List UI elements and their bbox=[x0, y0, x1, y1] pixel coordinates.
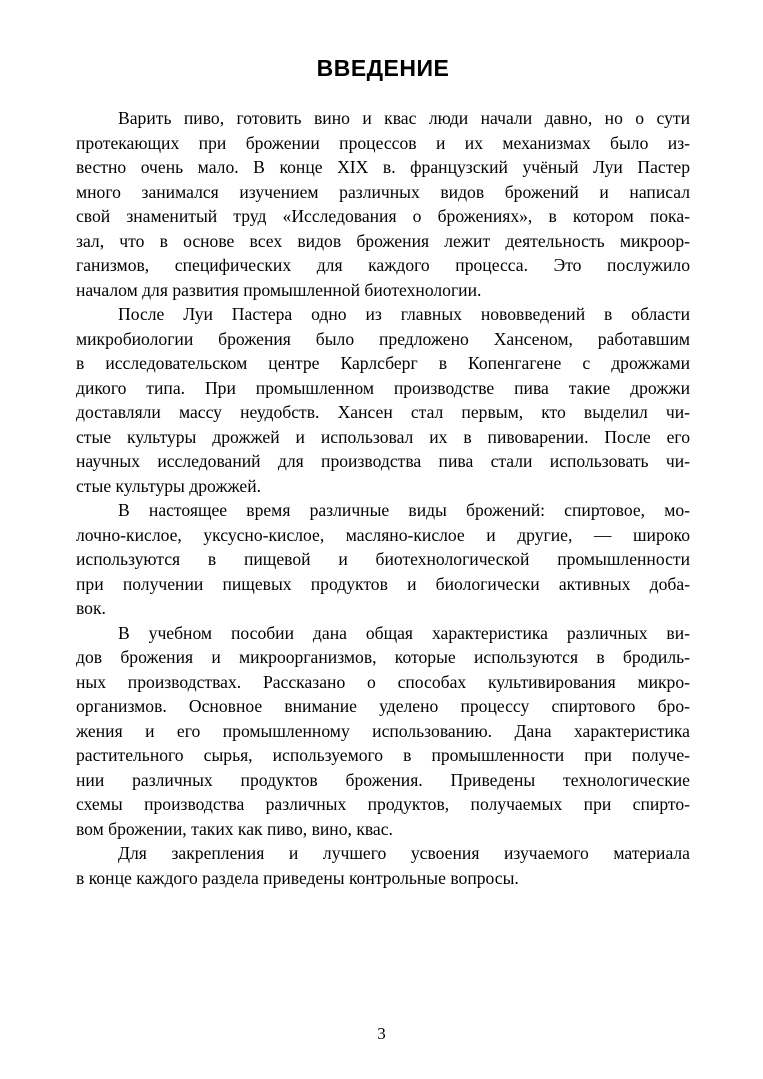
paragraph bbox=[76, 498, 690, 621]
paragraph-line: вок. bbox=[76, 598, 106, 618]
paragraph-line: растительного сырья, используемого в промышленности при получе- bbox=[76, 745, 690, 765]
paragraph-line: схемы производства различных продуктов, получаемых при спирто- bbox=[76, 794, 690, 814]
paragraph-line: доставляли массу неудобств. Хансен стал первым, кто выделил чи- bbox=[76, 402, 690, 422]
paragraph-line: стые культуры дрожжей и использовал их в пивоварении. После его bbox=[76, 426, 690, 447]
paragraph bbox=[76, 841, 690, 890]
paragraph-line: После Луи Пастера одно из главных нововведений в области bbox=[118, 304, 690, 324]
page-number: 3 bbox=[377, 1024, 386, 1043]
paragraph-line: при получении пищевых продуктов и биологически активных доба- bbox=[76, 573, 690, 594]
paragraph-line: Для закрепления и лучшего усвоения изучаемого материала bbox=[118, 843, 690, 863]
paragraph-line: много занимался изучением различных видов брожений и написал bbox=[76, 181, 690, 202]
paragraph-line: вестно очень мало. В конце XIX в. французский учёный Луи Пастер bbox=[76, 157, 690, 177]
page-title: ВВЕДЕНИЕ bbox=[316, 55, 450, 81]
paragraph-line: вом брожении, таких как пиво, вино, квас. bbox=[76, 818, 393, 839]
paragraph-line: стые культуры дрожжей. bbox=[76, 475, 262, 496]
paragraph-line: лочно-кислое, уксусно-кислое, масляно-кислое и другие, — широко bbox=[76, 524, 690, 545]
paragraph-line: нии различных продуктов брожения. Приведены технологические bbox=[76, 769, 690, 790]
paragraph-line: ных производствах. Рассказано о способах культивирования микро- bbox=[76, 671, 690, 692]
paragraph-line: в конце каждого раздела приведены контрольные вопросы. bbox=[76, 867, 519, 888]
paragraph bbox=[76, 621, 690, 842]
paragraph-line: в исследовательском центре Карлсберг в Копенгагене с дрожжами bbox=[76, 353, 690, 373]
paragraph-line: свой знаменитый труд «Исследования о брожениях», в котором пока- bbox=[76, 206, 690, 226]
paragraph-line: научных исследований для производства пива стали использовать чи- bbox=[76, 451, 690, 471]
paragraph-line: организмов. Основное внимание уделено процессу спиртового бро- bbox=[76, 696, 690, 716]
paragraph bbox=[76, 302, 690, 498]
paragraph bbox=[76, 106, 690, 302]
paragraph-line: В учебном пособии дана общая характеристика различных ви- bbox=[118, 622, 690, 643]
paragraph-line: Варить пиво, готовить вино и квас люди начали давно, но о сути bbox=[118, 108, 690, 128]
document-page bbox=[76, 52, 690, 890]
paragraph-line: протекающих при брожении процессов и их механизмах было из- bbox=[76, 132, 690, 153]
paragraph-line: дов брожения и микроорганизмов, которые используются в бродиль- bbox=[76, 647, 690, 667]
paragraph-line: дикого типа. При промышленном производстве пива такие дрожжи bbox=[76, 377, 690, 398]
body-text bbox=[76, 106, 690, 890]
paragraph-line: ганизмов, специфических для каждого процесса. Это послужило bbox=[76, 255, 690, 275]
paragraph-line: началом для развития промышленной биотехнологии. bbox=[76, 279, 482, 300]
paragraph-line: В настоящее время различные виды брожений: спиртовое, мо- bbox=[118, 500, 690, 520]
paragraph-line: жения и его промышленному использованию. Дана характеристика bbox=[76, 720, 690, 741]
paragraph-line: зал, что в основе всех видов брожения лежит деятельность микроор- bbox=[76, 230, 690, 251]
paragraph-line: используются в пищевой и биотехнологической промышленности bbox=[76, 549, 690, 569]
paragraph-line: микробиологии брожения было предложено Хансеном, работавшим bbox=[76, 328, 690, 349]
